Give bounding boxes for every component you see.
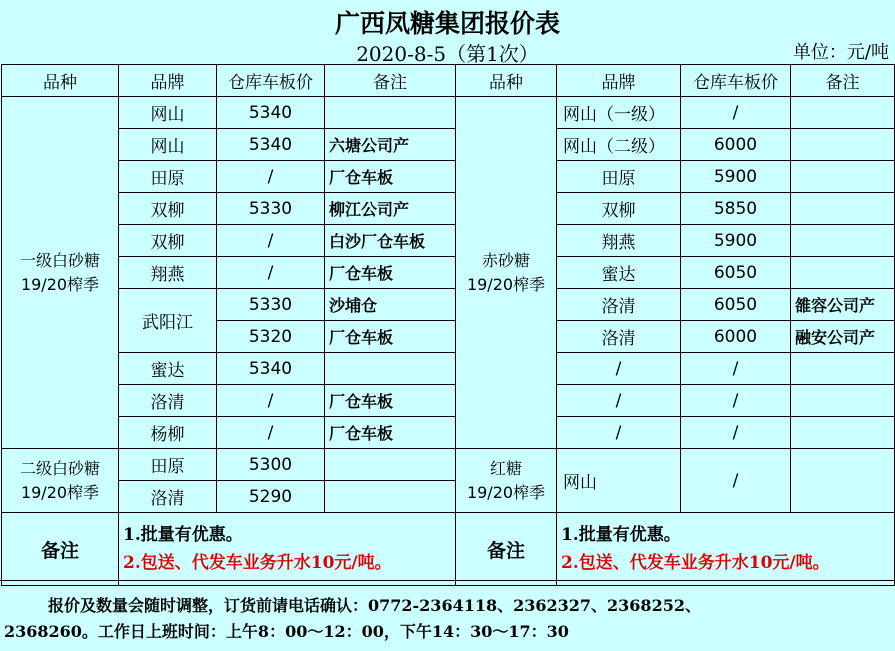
price-cell: 5900 [681, 225, 791, 257]
note-cell: 六塘公司产 [325, 129, 456, 161]
category-cell-first-grade-white-sugar: 一级白砂糖 19/20榨季 [2, 97, 119, 449]
brand-cell: 网山（一级） [557, 97, 681, 129]
price-cell: / [681, 97, 791, 129]
note-cell: 厂仓车板 [325, 385, 456, 417]
footer-line: 报价及数量会随时调整，订货前请电话确认：0772-2364118、2362327、2368252、 [48, 596, 701, 615]
note-cell: 厂仓车板 [325, 321, 456, 353]
header-cell: 品牌 [119, 65, 217, 97]
brand-cell: 双柳 [119, 225, 217, 257]
note-cell: 融安公司产 [791, 321, 895, 353]
header-cell: 备注 [791, 65, 895, 97]
header-cell: 品种 [2, 65, 119, 97]
brand-cell: / [557, 417, 681, 449]
table-row [2, 385, 895, 417]
brand-cell: 洛清 [119, 481, 217, 513]
unit-label: 单位：元/吨 [792, 42, 889, 63]
note-cell [791, 97, 895, 129]
price-cell: 6000 [681, 321, 791, 353]
table-row [2, 97, 895, 129]
price-cell: / [681, 417, 791, 449]
brand-cell: 田原 [119, 449, 217, 481]
note-cell: 厂仓车板 [325, 161, 456, 193]
brand-cell: 蜜达 [557, 257, 681, 289]
table-row [2, 449, 895, 481]
brand-cell: 洛清 [557, 289, 681, 321]
price-cell: 6050 [681, 289, 791, 321]
brand-cell: / [557, 353, 681, 385]
price-cell: 6000 [681, 129, 791, 161]
brand-cell: 网山 [119, 97, 217, 129]
note-cell: 厂仓车板 [325, 257, 456, 289]
note-cell: 白沙厂仓车板 [325, 225, 456, 257]
note-cell [325, 449, 456, 481]
brand-cell: 翔燕 [557, 225, 681, 257]
header-cell: 品牌 [557, 65, 681, 97]
note-cell [791, 129, 895, 161]
price-cell: / [217, 225, 325, 257]
price-cell: / [681, 449, 791, 513]
brand-cell: 蜜达 [119, 353, 217, 385]
header-cell: 备注 [325, 65, 456, 97]
remarks-row [2, 513, 895, 586]
note-cell [325, 97, 456, 129]
brand-cell: / [557, 385, 681, 417]
remarks-label: 备注 [456, 513, 557, 586]
note-cell [791, 353, 895, 385]
brand-cell: 网山 [557, 449, 681, 513]
table-row [2, 417, 895, 449]
price-cell: 6050 [681, 257, 791, 289]
brand-cell: 洛清 [119, 385, 217, 417]
price-cell: 5320 [217, 321, 325, 353]
brand-cell: 洛清 [557, 321, 681, 353]
brand-cell: 翔燕 [119, 257, 217, 289]
category-cell-second-grade-white-sugar: 二级白砂糖 19/20榨季 [2, 449, 119, 513]
note-cell [791, 449, 895, 513]
category-cell-red-granulated-sugar: 赤砂糖 19/20榨季 [456, 97, 557, 449]
brand-cell: 双柳 [119, 193, 217, 225]
table-row [2, 257, 895, 289]
note-cell [325, 481, 456, 513]
note-cell: 沙埔仓 [325, 289, 456, 321]
note-cell [791, 257, 895, 289]
price-cell: / [681, 385, 791, 417]
brand-cell: 网山（二级） [557, 129, 681, 161]
price-cell: 5340 [217, 97, 325, 129]
brand-cell: 网山 [119, 129, 217, 161]
table-row [2, 161, 895, 193]
table-row [2, 353, 895, 385]
price-cell: 5330 [217, 193, 325, 225]
note-cell [791, 385, 895, 417]
remarks-label: 备注 [2, 513, 119, 586]
price-cell: / [217, 385, 325, 417]
note-cell [791, 161, 895, 193]
note-cell: 柳江公司产 [325, 193, 456, 225]
header-cell: 仓库车板价 [217, 65, 325, 97]
category-cell-brown-sugar: 红糖 19/20榨季 [456, 449, 557, 513]
price-cell: / [217, 161, 325, 193]
table-row [2, 289, 895, 321]
note-cell [325, 353, 456, 385]
remarks-text: 1.批量有优惠。 2.包送、代发车业务升水10元/吨。 [119, 513, 456, 586]
note-cell: 雒容公司产 [791, 289, 895, 321]
footer-note [0, 580, 895, 651]
quote-date: 2020-8-5（第1次） [356, 42, 539, 66]
price-cell: 5900 [681, 161, 791, 193]
brand-cell: 田原 [557, 161, 681, 193]
price-cell: / [217, 257, 325, 289]
note-cell: 厂仓车板 [325, 417, 456, 449]
price-cell: 5330 [217, 289, 325, 321]
table-row [2, 193, 895, 225]
brand-cell: 田原 [119, 161, 217, 193]
header-cell: 仓库车板价 [681, 65, 791, 97]
price-cell: 5340 [217, 129, 325, 161]
price-cell: 5340 [217, 353, 325, 385]
note-cell [791, 417, 895, 449]
page-title: 广西凤糖集团报价表 [334, 9, 560, 38]
price-table [1, 64, 895, 586]
table-header-row [2, 65, 895, 97]
brand-cell: 武阳江 [119, 289, 217, 353]
price-cell: 5300 [217, 449, 325, 481]
footer-line: 2368260。工作日上班时间：上午8：00～12：00，下午14：30～17：30 [4, 622, 569, 641]
header-cell: 品种 [456, 65, 557, 97]
price-cell: 5290 [217, 481, 325, 513]
table-row [2, 129, 895, 161]
price-cell: / [681, 353, 791, 385]
price-cell: 5850 [681, 193, 791, 225]
note-cell [791, 193, 895, 225]
table-row [2, 225, 895, 257]
brand-cell: 双柳 [557, 193, 681, 225]
price-cell: / [217, 417, 325, 449]
note-cell [791, 225, 895, 257]
remarks-text: 1.批量有优惠。 2.包送、代发车业务升水10元/吨。 [557, 513, 895, 586]
brand-cell: 杨柳 [119, 417, 217, 449]
